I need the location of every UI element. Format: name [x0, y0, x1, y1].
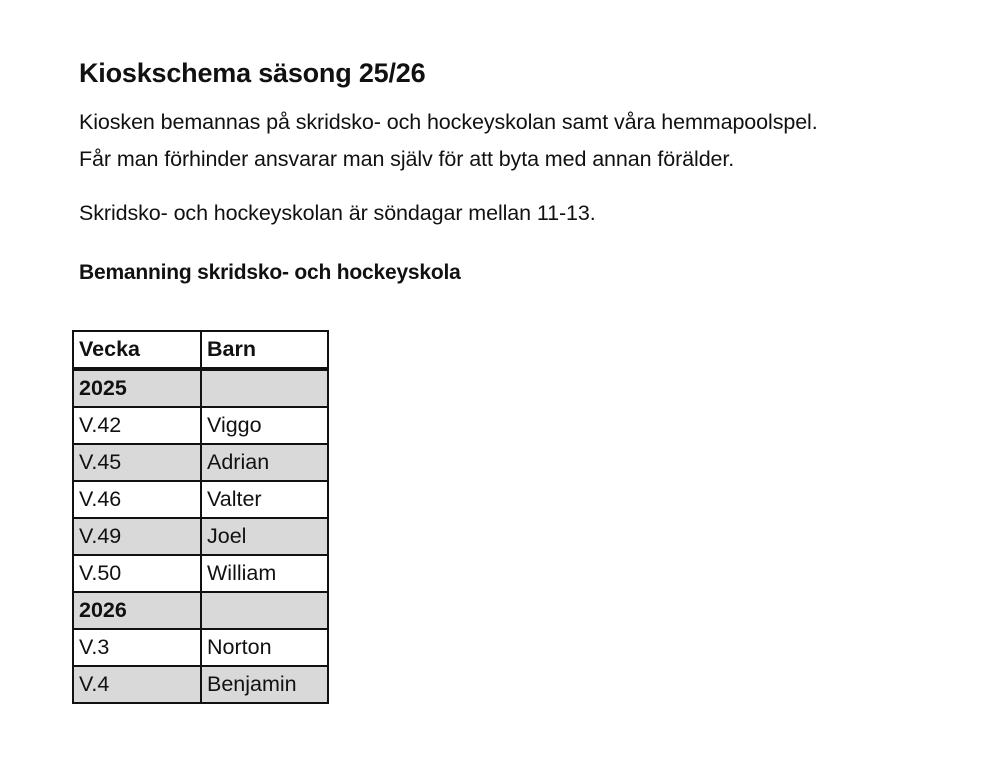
week-cell: V.4: [73, 666, 201, 703]
week-cell: V.46: [73, 481, 201, 518]
intro-paragraph: Kiosken bemannas på skridsko- och hockeyskolan samt våra hemmapoolspel.: [79, 110, 818, 134]
column-header-child: Barn: [201, 331, 328, 369]
table-row: [73, 481, 328, 518]
table-row-year: [73, 369, 328, 407]
child-cell: [201, 369, 328, 407]
column-header-week: Vecka: [73, 331, 201, 369]
table-header-row: [73, 331, 328, 369]
child-cell: Adrian: [201, 444, 328, 481]
child-cell: Viggo: [201, 407, 328, 444]
table-row: [73, 407, 328, 444]
table-row: [73, 444, 328, 481]
child-cell: [201, 592, 328, 629]
table-row-year: [73, 592, 328, 629]
intro-paragraph-note: Får man förhinder ansvarar man själv för att byta med annan förälder.: [79, 147, 735, 171]
page-title: Kioskschema säsong 25/26: [79, 58, 426, 88]
week-cell: V.45: [73, 444, 201, 481]
year-cell: 2025: [73, 369, 201, 407]
year-cell: 2026: [73, 592, 201, 629]
child-cell: Joel: [201, 518, 328, 555]
week-cell: V.42: [73, 407, 201, 444]
week-cell: V.49: [73, 518, 201, 555]
staffing-table: [72, 330, 329, 704]
section-heading: Bemanning skridsko- och hockeyskola: [79, 261, 461, 284]
table-row: [73, 518, 328, 555]
table-row: [73, 666, 328, 703]
child-cell: Norton: [201, 629, 328, 666]
week-cell: V.50: [73, 555, 201, 592]
child-cell: Valter: [201, 481, 328, 518]
week-cell: V.3: [73, 629, 201, 666]
child-cell: William: [201, 555, 328, 592]
child-cell: Benjamin: [201, 666, 328, 703]
schedule-time-paragraph: Skridsko- och hockeyskolan är söndagar mellan 11-13.: [79, 201, 596, 225]
table-row: [73, 555, 328, 592]
table-row: [73, 629, 328, 666]
